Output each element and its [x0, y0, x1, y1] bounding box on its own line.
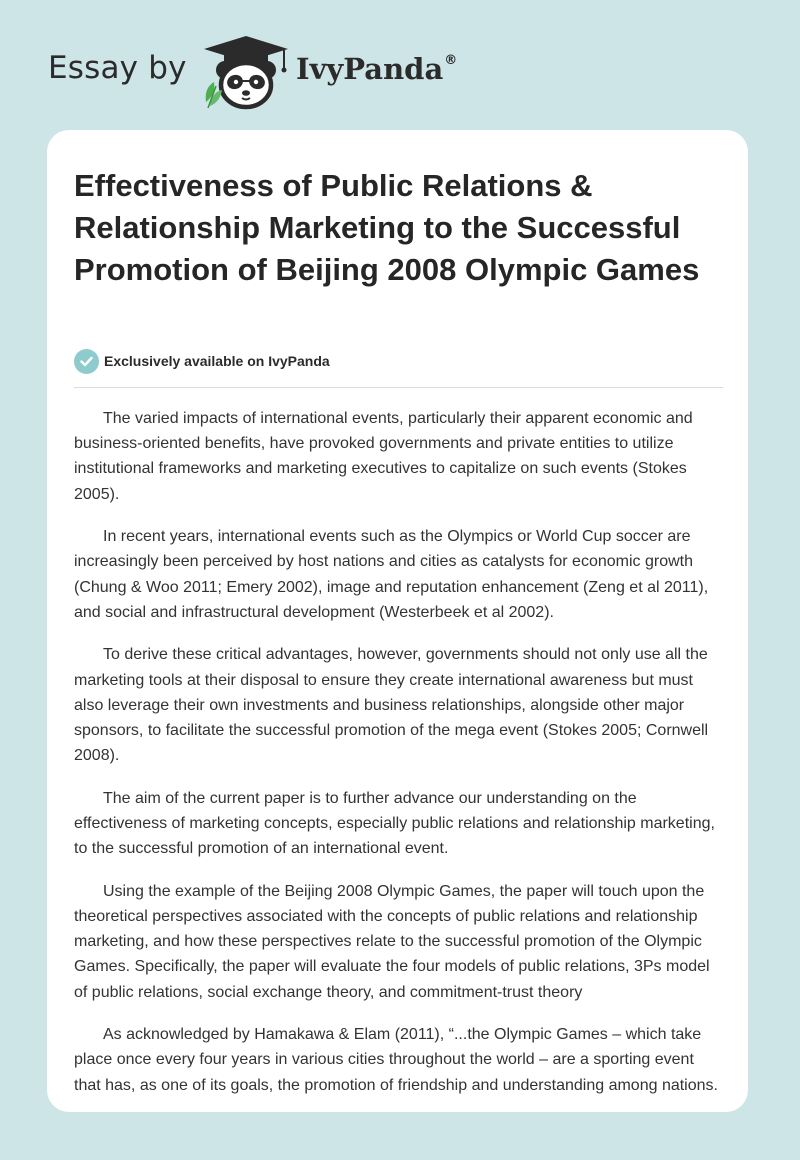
paragraph: As acknowledged by Hamakawa & Elam (2011), “...the Olympic Games – which take place once every four years in various cities throughout the world – are a sporting event that has, as one of its goals, the promotion of friendship and understanding among nations. [74, 1026, 718, 1094]
paragraph: The aim of the current paper is to further advance our understanding on the effectiveness of marketing concepts, especially public relations and relationship marketing, to the successful promotion of an international event. [74, 789, 715, 858]
site-header [0, 0, 800, 130]
registered-mark: ® [444, 53, 458, 69]
essay-title: Effectiveness of Public Relations & Relationship Marketing to the Successful Promotion of Beijing 2008 Olympic Games [74, 168, 700, 287]
paragraph: Using the example of the Beijing 2008 Olympic Games, the paper will touch upon the theoretical perspectives associated with the concepts of public relations and relationship marketing, and how these perspectives relate to the successful promotion of the Olympic Games. Specifically, the paper will evaluate the four models of public relations, 3Ps model of public relations, social exchange theory, and commitment-trust theory [74, 882, 710, 1001]
essay-card [47, 130, 748, 1112]
essay-by-label: Essay by [48, 50, 187, 86]
exclusive-label: Exclusively available on IvyPanda [104, 353, 330, 369]
check-icon [74, 349, 99, 374]
paragraph: In recent years, international events such as the Olympics or World Cup soccer are increasingly been perceived by host nations and cities as catalysts for economic growth (Chung & Woo 2011; Emery 2002), image and reputation enhancement (Zeng et al 2011), and social and infrastructural development (Westerbeek et al 2002). [74, 528, 709, 621]
paragraph: To derive these critical advantages, however, governments should not only use all the marketing tools at their disposal to ensure they create international awareness but must also leverage their own investments and business relationships, alongside other major sponsors, to facilitate the successful promotion of the mega event (Stokes 2005; Cornwell 2008). [74, 646, 709, 765]
essay-body [74, 406, 722, 1112]
brand-logo-text[interactable] [296, 52, 457, 86]
divider [74, 387, 723, 388]
exclusive-badge [74, 348, 330, 374]
graduate-panda-logo-icon[interactable] [200, 32, 292, 112]
paragraph: The varied impacts of international events, particularly their apparent economic and business-oriented benefits, have provoked governments and private entities to utilize institutional frameworks and marketing executives to capitalize on such events (Stokes 2005). [74, 410, 693, 503]
brand-name: IvyPanda [296, 52, 444, 86]
